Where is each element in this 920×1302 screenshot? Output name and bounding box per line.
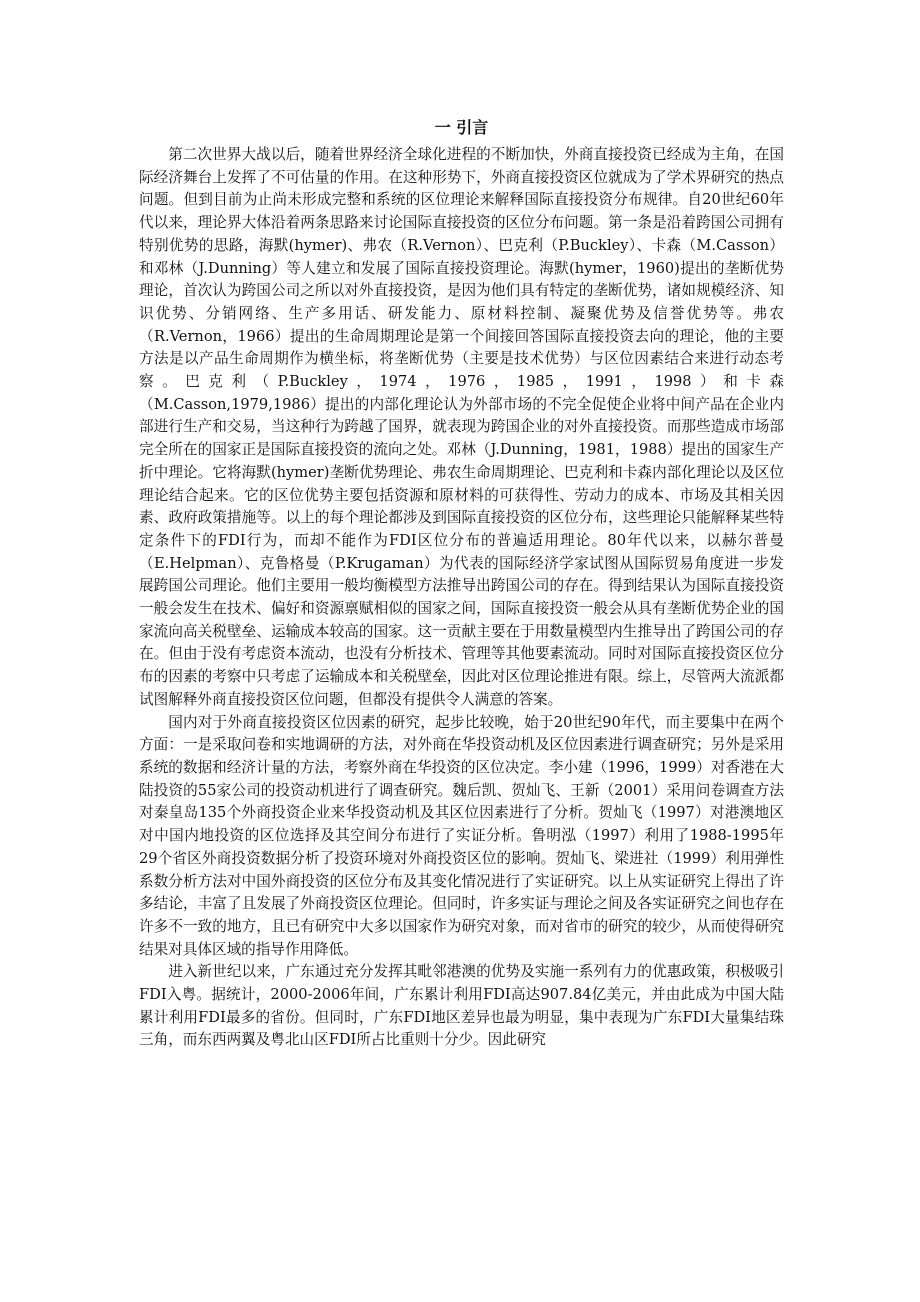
- section-title: 一 引言: [434, 118, 489, 137]
- paragraph-intro-theory: 第二次世界大战以后，随着世界经济全球化进程的不断加快，外商直接投资已经成为主角，在国际经济舞台上发挥了不可估量的作用。在这种形势下，外商直接投资区位就成为了学术界研究的热点问题。但到目前为止尚未形成完整和系统的区位理论来解释国际直接投资分布规律。自20世纪60年代以来，理论界大体沿着两条思路来讨论国际直接投资的区位分布问题。第一条是沿着跨国公司拥有特别优势的思路，海默(hymer)、弗农（R.Vernon）、巴克利（P.Buckley）、卡森（M.Casson）和邓林（J.Dunning）等人建立和发展了国际直接投资理论。海默(hymer，1960)提出的垄断优势理论，首次认为跨国公司之所以对外直接投资，是因为他们具有特定的垄断优势，诸如规模经济、知识优势、分销网络、生产多用话、研发能力、原材料控制、凝聚优势及信誉优势等。弗农（R.Vernon，1966）提出的生命周期理论是第一个间接回答国际直接投资去向的理论，他的主要方法是以产品生命周期作为横坐标，将垄断优势（主要是技术优势）与区位因素结合来进行动态考察。巴克利（P.Buckley，1974，1976，1985，1991，1998）和卡森（M.Casson,1979,1986）提出的内部化理论认为外部市场的不完全促使企业将中间产品在企业内部进行生产和交易，当这种行为跨越了国界，就表现为跨国企业的对外直接投资。而那些造成市场部完全所在的国家正是国际直接投资的流向之处。邓林（J.Dunning，1981，1988）提出的国家生产折中理论。它将海默(hymer)垄断优势理论、弗农生命周期理论、巴克利和卡森内部化理论以及区位理论结合起来。它的区位优势主要包括资源和原材料的可获得性、劳动力的成本、市场及其相关因素、政府政策措施等。以上的每个理论都涉及到国际直接投资的区位分布，这些理论只能解释某些特定条件下的FDI行为，而却不能作为FDI区位分布的普遍适用理论。80年代以来，以赫尔普曼（E.Helpman）、克鲁格曼（P.Krugaman）为代表的国际经济学家试图从国际贸易角度进一步发展跨国公司理论。他们主要用一般均衡模型方法推导出跨国公司的存在。得到结果认为国际直接投资一般会发生在技术、偏好和资源禀赋相似的国家之间，国际直接投资一般会从具有垄断优势企业的国家流向高关税壁垒、运输成本较高的国家。这一贡献主要在于用数量模型内生推导出了跨国公司的存在。但由于没有考虑资本流动，也没有分析技术、管理等其他要素流动。同时对国际直接投资区位分布的因素的考察中只考虑了运输成本和关税壁垒，因此对区位理论推进有限。综上，尽管两大流派都试图解释外商直接投资区位问题，但都没有提供令人满意的答案。: [139, 146, 784, 708]
- document-body: [139, 118, 784, 1052]
- paragraph-guangdong-fdi: 进入新世纪以来，广东通过充分发挥其毗邻港澳的优势及实施一系列有力的优惠政策，积极吸引FDI入粤。据统计，2000-2006年间，广东累计利用FDI高达907.84亿美元，并由此成为中国大陆累计利用FDI最多的省份。但同时，广东FDI地区差异也最为明显，集中表现为广东FDI大量集结珠三角，而东西两翼及粤北山区FDI所占比重则十分少。因此研究: [139, 963, 784, 1049]
- paragraph-domestic-research: 国内对于外商直接投资区位因素的研究，起步比较晚，始于20世纪90年代，而主要集中在两个方面：一是采取问卷和实地调研的方法，对外商在华投资动机及区位因素进行调查研究；另外是采用系统的数据和经济计量的方法，考察外商在华投资的区位决定。李小建（1996，1999）对香港在大陆投资的55家公司的投资动机进行了调查研究。魏后凯、贺灿飞、王新（2001）采用问卷调查方法对秦皇岛135个外商投资企业来华投资动机及其区位因素进行了分析。贺灿飞（1997）对港澳地区对中国内地投资的区位选择及其空间分布进行了实证分析。鲁明泓（1997）利用了1988-1995年29个省区外商投资数据分析了投资环境对外商投资区位的影响。贺灿飞、梁进社（1999）利用弹性系数分析方法对中国外商投资的区位分布及其变化情况进行了实证研究。以上从实证研究上得出了许多结论，丰富了且发展了外商投资区位理论。但同时，许多实证与理论之间及各实证研究之间也存在许多不一致的地方，且已有研究中大多以国家作为研究对象，而对省市的研究的较少，从而使得研究结果对具体区域的指导作用降低。: [139, 713, 784, 958]
